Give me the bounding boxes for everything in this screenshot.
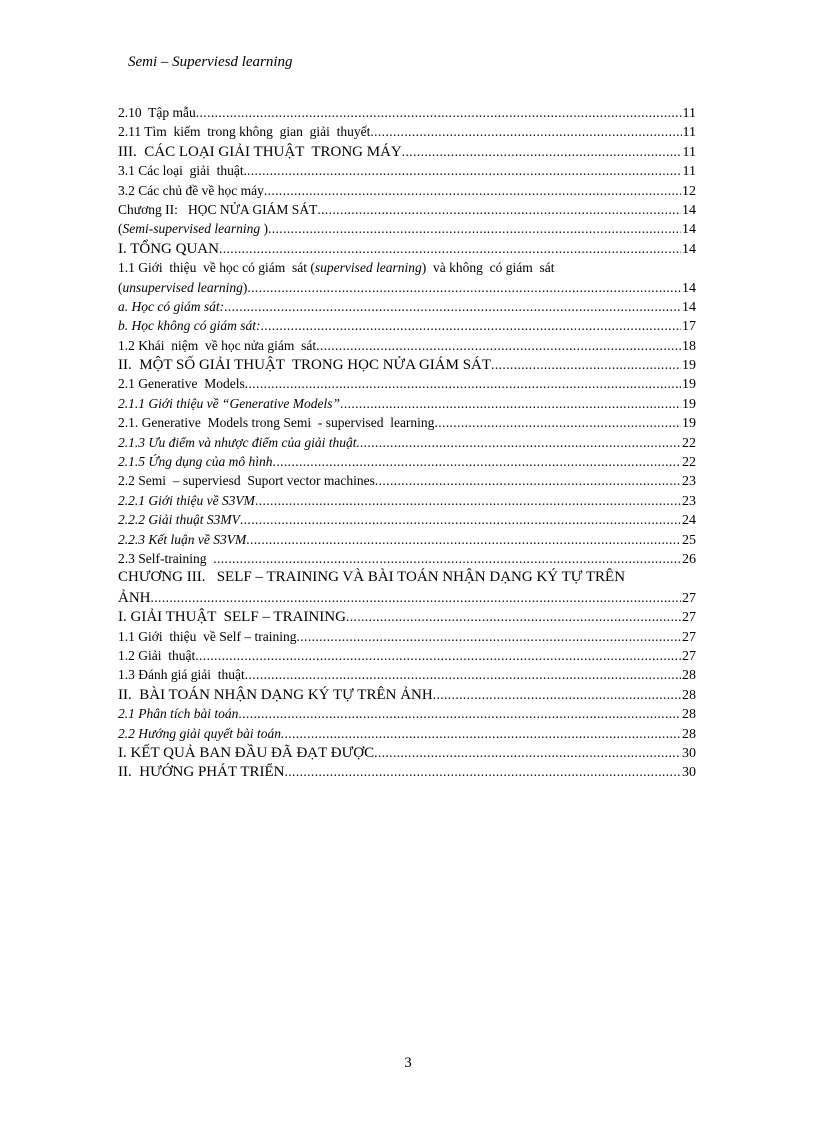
toc-entry[interactable] [118, 762, 696, 781]
toc-leader-dots [213, 549, 681, 568]
toc-entry-title: 1.2 Khái niệm về học nửa giám sát [118, 337, 317, 353]
toc-entry-title: II. HƯỚNG PHÁT TRIỂN [118, 764, 285, 781]
toc-entry[interactable] [118, 219, 696, 238]
toc-entry-title: 1.1 Giới thiệu về học có giám sát (supervised learning) và không có giám sát [118, 260, 555, 276]
toc-entry-title: II. MỘT SỐ GIẢI THUẬT TRONG HỌC NỬA GIÁM SÁT [118, 357, 492, 374]
toc-entry[interactable] [118, 161, 696, 180]
toc-entry-title: Chương II: HỌC NỬA GIÁM SÁT [118, 201, 318, 217]
toc-entry-title: 2.10 Tập mẫu [118, 105, 196, 120]
toc-entry[interactable] [118, 471, 696, 490]
toc-entry-title: II. BÀI TOÁN NHẬN DẠNG KÝ TỰ TRÊN ẢNH [118, 686, 433, 703]
toc-entry-page: 23 [682, 493, 696, 509]
toc-leader-dots [284, 724, 681, 743]
toc-entry-title: 2.1 Phân tích bài toán [118, 706, 239, 722]
toc-leader-dots [224, 297, 681, 316]
toc-leader-dots [273, 452, 681, 471]
toc-leader-dots [151, 588, 682, 607]
toc-entry[interactable] [118, 627, 696, 646]
toc-entry-page: 19 [682, 416, 696, 432]
toc-entry-page: 14 [682, 280, 696, 296]
toc-entry[interactable] [118, 607, 696, 626]
toc-leader-dots [245, 374, 681, 393]
toc-entry-title: 2.2.2 Giải thuật S3MV [118, 512, 240, 528]
toc-leader-dots [370, 122, 681, 141]
toc-leader-dots [346, 607, 681, 626]
toc-entry-page: 24 [682, 513, 696, 529]
toc-entry-page: 28 [682, 726, 696, 742]
toc-entry-title: I. GIẢI THUẬT SELF – TRAINING [118, 609, 346, 626]
toc-entry-title: CHƯƠNG III. SELF – TRAINING VÀ BÀI TOÁN NHẬN DẠNG KÝ TỰ TRÊN [118, 569, 626, 586]
toc-entry[interactable] [118, 394, 696, 413]
toc-entry-title: 1.2 Giải thuật [118, 647, 196, 663]
toc-leader-dots [264, 181, 681, 200]
toc-entry-title: 2.11 Tìm kiếm trong không gian giải thuyết [118, 124, 371, 140]
toc-entry-title: I. TỔNG QUAN [118, 240, 219, 257]
toc-entry-title: 2.1.3 Ưu điểm và nhược điểm của giải thuật. [118, 434, 360, 450]
toc-entry-page: 11 [682, 106, 696, 121]
toc-entry-title: 2.3 Self-training [118, 550, 214, 566]
page-number: 3 [404, 1055, 412, 1071]
toc-leader-dots [360, 433, 681, 452]
toc-entry-title: ẢNH [118, 589, 151, 606]
toc-entry[interactable] [118, 200, 696, 219]
toc-entry[interactable] [118, 258, 696, 277]
toc-entry[interactable] [118, 413, 696, 432]
toc-entry[interactable] [118, 665, 696, 684]
toc-entry[interactable] [118, 724, 696, 743]
toc-leader-dots [255, 491, 681, 510]
toc-entry-page: 22 [682, 455, 696, 471]
toc-leader-dots [297, 627, 682, 646]
toc-entry-page: 11 [682, 144, 696, 160]
toc-entry-page: 27 [682, 610, 696, 626]
toc-leader-dots [238, 704, 681, 723]
toc-entry-title: 2.2.3 Kết luận về S3VM [118, 531, 247, 547]
toc-entry[interactable] [118, 491, 696, 510]
toc-entry-page: 27 [682, 590, 696, 606]
toc-leader-dots [340, 394, 681, 413]
toc-entry-page: 28 [682, 707, 696, 723]
toc-entry[interactable] [118, 122, 696, 141]
toc-entry-page: 30 [682, 745, 696, 761]
toc-entry-page: 11 [682, 125, 696, 141]
toc-entry[interactable] [118, 374, 696, 393]
toc-entry-title: III. CÁC LOẠI GIẢI THUẬT TRONG MÁY [118, 143, 402, 160]
toc-entry-page: 12 [682, 183, 696, 199]
toc-leader-dots [433, 685, 681, 704]
toc-leader-dots [374, 743, 681, 762]
toc-entry-page: 19 [682, 358, 696, 374]
toc-entry-page: 27 [682, 629, 696, 645]
table-of-contents [118, 103, 696, 782]
toc-entry-title: 2.2.1 Giới thiệu về S3VM [118, 492, 255, 508]
toc-entry[interactable] [118, 297, 696, 316]
running-header: Semi – Superviesd learning [128, 54, 293, 70]
toc-entry[interactable] [118, 685, 696, 704]
toc-entry-title: 2.2 Semi – superviesd Suport vector machines [118, 473, 375, 489]
toc-entry-page: 25 [682, 532, 696, 548]
toc-leader-dots [268, 219, 681, 238]
toc-entry-page: 27 [682, 648, 696, 664]
toc-entry[interactable] [118, 530, 696, 549]
toc-entry[interactable] [118, 568, 696, 587]
toc-leader-dots [247, 278, 681, 297]
toc-entry-page: 11 [682, 164, 696, 180]
toc-entry[interactable] [118, 355, 696, 374]
toc-entry[interactable] [118, 278, 696, 297]
toc-entry-title: (unsupervised learning) [118, 279, 248, 295]
toc-entry-title: 1.3 Đánh giá giải thuật [118, 667, 245, 683]
toc-entry[interactable] [118, 646, 696, 665]
toc-entry-page: 23 [682, 474, 696, 490]
toc-entry-title: 2.1.1 Giới thiệu về “Generative Models” [118, 395, 341, 411]
toc-entry-page: 17 [682, 319, 696, 335]
toc-leader-dots [219, 239, 681, 258]
toc-entry[interactable] [118, 336, 696, 355]
toc-leader-dots [195, 646, 681, 665]
toc-entry-page: 28 [682, 668, 696, 684]
toc-entry-title: I. KẾT QUẢ BAN ĐẦU ĐÃ ĐẠT ĐƯỢC [118, 744, 375, 761]
toc-entry-page: 30 [682, 765, 696, 781]
toc-entry-page: 14 [682, 299, 696, 315]
toc-entry-title: a. Học có giám sát: [118, 298, 225, 314]
toc-entry[interactable] [118, 239, 696, 258]
toc-entry-page: 14 [682, 222, 696, 238]
toc-leader-dots [196, 103, 682, 122]
toc-entry[interactable] [118, 588, 696, 607]
toc-entry-page: 18 [682, 338, 696, 354]
toc-entry-page: 19 [682, 396, 696, 412]
toc-entry-page: 14 [682, 241, 696, 257]
toc-entry[interactable] [118, 704, 696, 723]
toc-leader-dots [247, 161, 682, 180]
toc-entry[interactable] [118, 433, 696, 452]
toc-entry[interactable] [118, 549, 696, 568]
toc-entry[interactable] [118, 316, 696, 335]
toc-leader-dots [260, 316, 681, 335]
toc-entry[interactable] [118, 743, 696, 762]
toc-entry-page: 14 [682, 202, 696, 218]
toc-leader-dots [317, 200, 681, 219]
toc-entry[interactable] [118, 103, 696, 122]
toc-leader-dots [375, 471, 681, 490]
toc-leader-dots [434, 413, 681, 432]
toc-leader-dots [316, 336, 681, 355]
toc-entry-title: 2.1.5 Ứng dụng của mô hình [118, 454, 273, 470]
toc-entry-title: 2.1 Generative Models [118, 376, 245, 392]
toc-entry-page: 26 [682, 551, 696, 567]
toc-entry-title: (Semi-supervised learning ) [118, 221, 268, 237]
toc-entry[interactable] [118, 181, 696, 200]
toc-leader-dots [402, 142, 682, 161]
toc-entry-page: 19 [682, 377, 696, 393]
toc-entry-title: 3.2 Các chủ đề về học máy [118, 182, 264, 198]
toc-entry[interactable] [118, 452, 696, 471]
toc-entry[interactable] [118, 142, 696, 161]
toc-entry-title: 2.2 Hướng giải quyết bài toán. [118, 725, 285, 741]
toc-entry-title: 3.1 Các loại giải thuật. [118, 163, 247, 179]
toc-entry-title: b. Học không có giám sát: [118, 318, 261, 334]
toc-entry-title: 2.1. Generative Models trong Semi - supervised learning [118, 415, 435, 431]
toc-leader-dots [240, 510, 681, 529]
toc-entry[interactable] [118, 510, 696, 529]
toc-leader-dots [245, 665, 681, 684]
toc-entry-page: 22 [682, 435, 696, 451]
toc-entry-page: 28 [682, 687, 696, 703]
toc-leader-dots [246, 530, 681, 549]
toc-leader-dots [285, 762, 682, 781]
toc-entry-title: 1.1 Giới thiệu về Self – training [118, 628, 297, 644]
toc-leader-dots [491, 355, 681, 374]
